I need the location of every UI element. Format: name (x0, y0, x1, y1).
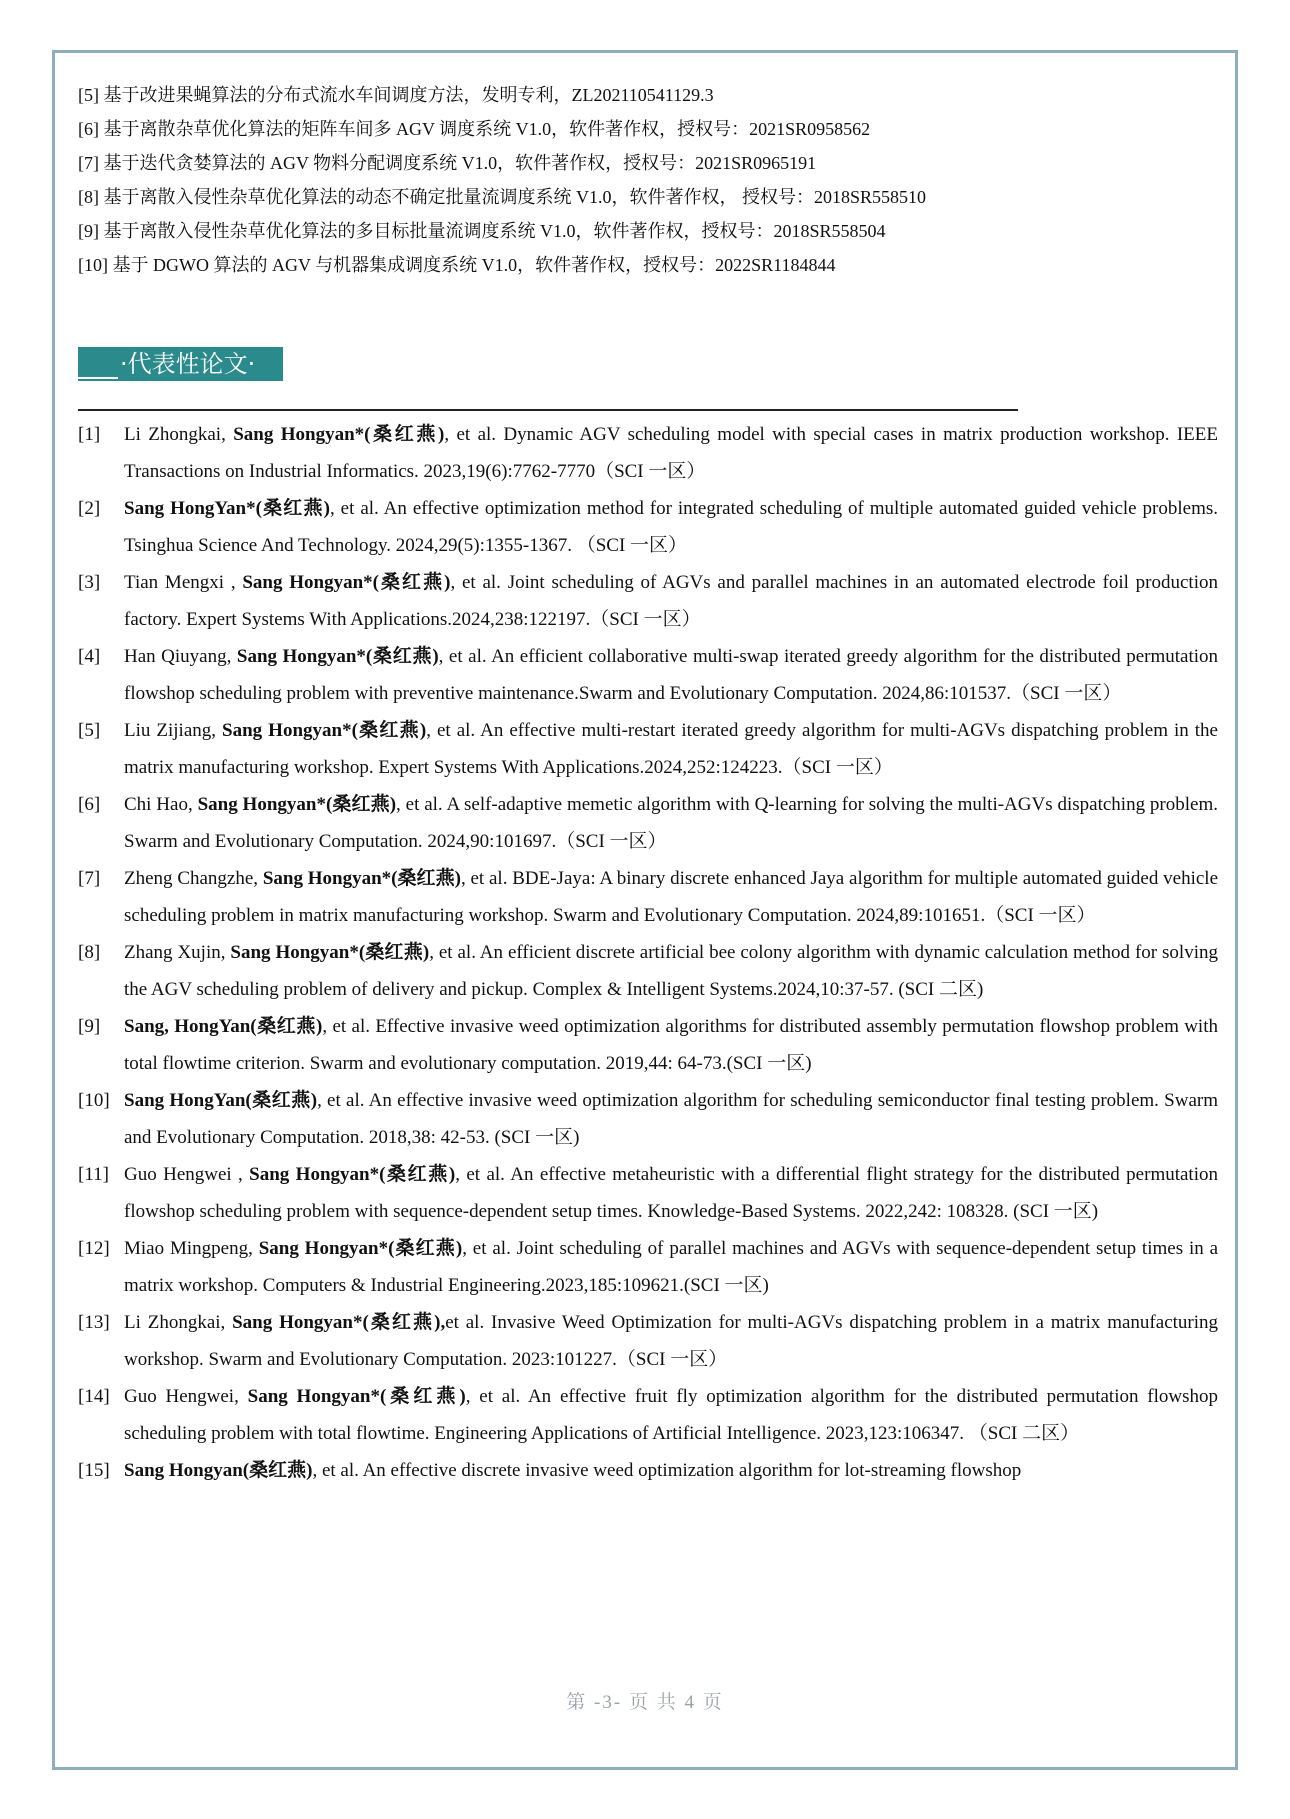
paper-details: , et al. An effective multi-restart iterated greedy algorithm for multi-AGVs dispatching problem in the matrix manufacturing workshop. Expert Systems With Applications.2024,252:124223.（SCI 一区） (124, 720, 1218, 778)
paper-author: Sang Hongyan*(桑红燕) (230, 942, 430, 963)
paper-citation (124, 786, 1218, 860)
paper-entry (78, 1452, 1218, 1489)
paper-details: , et al. An effective invasive weed optimization algorithm for scheduling semiconductor final testing problem. Swarm and Evolutionary Computation. 2018,38: 42-53. (SCI 一区) (124, 1090, 1218, 1148)
paper-entry (78, 1082, 1218, 1156)
paper-details: , et al. Joint scheduling of parallel machines and AGVs with sequence-dependent setup times in a matrix workshop. Computers & Industrial Engineering.2023,185:109621.(SCI 一区) (124, 1238, 1219, 1296)
paper-author: Sang Hongyan(桑红燕) (124, 1460, 313, 1481)
paper-details: , et al. An effective fruit fly optimization algorithm for the distributed permutation flowshop scheduling problem with total flowtime. Engineering Applications of Artificial Intelligence. 2023,123:106347. （SCI 二区） (124, 1386, 1218, 1444)
paper-details: , et al. An efficient collaborative multi-swap iterated greedy algorithm for the distributed permutation flowshop scheduling problem with preventive maintenance.Swarm and Evolutionary Computation. 2024,86:101537.（SCI 一区） (124, 646, 1219, 704)
paper-details: , et al. An effective metaheuristic with a differential flight strategy for the distributed permutation flowshop scheduling problem with sequence-dependent setup times. Knowledge-Based Systems. 2022,242: 108328. (SCI 一区) (124, 1164, 1218, 1222)
paper-author: Sang Hongyan*(桑红燕) (258, 1238, 463, 1259)
paper-number: [10] (78, 1090, 110, 1111)
paper-author: Sang Hongyan*(桑红燕) (197, 794, 397, 815)
paper-details: , et al. An efficient discrete artificial bee colony algorithm with dynamic calculation method for solving the AGV scheduling problem of delivery and pickup. Complex & Intelligent Systems.2024,10:37-57. (SCI 二区) (124, 942, 1218, 1000)
paper-entry (78, 564, 1218, 638)
paper-citation (124, 1304, 1218, 1378)
paper-author: Sang HongYan(桑红燕) (124, 1090, 318, 1111)
patent-list (78, 78, 1208, 282)
paper-entry (78, 934, 1218, 1008)
paper-citation (124, 638, 1218, 712)
paper-citation (124, 1082, 1218, 1156)
paper-number: [6] (78, 794, 101, 815)
paper-details: , et al. BDE-Jaya: A binary discrete enhanced Jaya algorithm for multiple automated guided vehicle scheduling problem in matrix manufacturing workshop. Swarm and Evolutionary Computation. 2024,89:101651.（SCI 一区） (124, 868, 1218, 926)
paper-coauthor: Miao Mingpeng, (124, 1238, 259, 1259)
paper-entry (78, 638, 1218, 712)
paper-author: Sang Hongyan*(桑红燕) (233, 424, 445, 445)
heading-underline (78, 377, 118, 379)
paper-coauthor: Tian Mengxi , (124, 572, 243, 593)
paper-list (78, 416, 1218, 1489)
paper-coauthor: Li Zhongkai, (124, 1312, 233, 1333)
section-heading (78, 347, 283, 381)
paper-citation (124, 1008, 1218, 1082)
paper-number: [5] (78, 720, 101, 741)
paper-entry (78, 490, 1218, 564)
paper-citation (124, 860, 1218, 934)
paper-entry (78, 860, 1218, 934)
patent-item: [10] 基于 DGWO 算法的 AGV 与机器集成调度系统 V1.0，软件著作权，授权号：2022SR1184844 (78, 255, 836, 275)
paper-citation (124, 1156, 1218, 1230)
paper-coauthor: Zheng Changzhe, (124, 868, 263, 889)
paper-author: Sang Hongyan*(桑红燕) (262, 868, 461, 889)
paper-entry (78, 1008, 1218, 1082)
paper-citation (124, 934, 1218, 1008)
paper-citation (124, 712, 1218, 786)
section-title: ·代表性论文· (120, 350, 256, 378)
paper-entry (78, 1230, 1218, 1304)
paper-coauthor: Guo Hengwei, (124, 1386, 248, 1407)
paper-author: Sang Hongyan*(桑红燕), (232, 1312, 446, 1333)
paper-details: , et al. Effective invasive weed optimization algorithms for distributed assembly permutation flowshop problem with total flowtime criterion. Swarm and evolutionary computation. 2019,44: 64-73.(SCI 一区) (124, 1016, 1218, 1074)
paper-details: , et al. A self-adaptive memetic algorithm with Q-learning for solving the multi-AGVs dispatching problem. Swarm and Evolutionary Computation. 2024,90:101697.（SCI 一区） (124, 794, 1218, 852)
paper-citation (124, 490, 1218, 564)
patent-item: [8] 基于离散入侵性杂草优化算法的动态不确定批量流调度系统 V1.0，软件著作权， 授权号：2018SR558510 (78, 187, 926, 207)
paper-number: [12] (78, 1238, 110, 1259)
section-divider (78, 409, 1018, 411)
paper-details: , et al. An effective optimization method for integrated scheduling of multiple automated guided vehicle problems. Tsinghua Science And Technology. 2024,29(5):1355-1367. （SCI 一区） (124, 498, 1218, 556)
paper-number: [8] (78, 942, 101, 963)
paper-citation (124, 1378, 1218, 1452)
paper-citation (124, 564, 1218, 638)
paper-coauthor: Han Qiuyang, (124, 646, 237, 667)
paper-entry (78, 786, 1218, 860)
patent-item: [7] 基于迭代贪婪算法的 AGV 物料分配调度系统 V1.0，软件著作权，授权号：2021SR0965191 (78, 153, 817, 173)
paper-details: , et al. Dynamic AGV scheduling model with special cases in matrix production workshop. IEEE Transactions on Industrial Informatics. 2023,19(6):7762-7770（SCI 一区） (124, 424, 1218, 482)
paper-number: [15] (78, 1460, 110, 1481)
paper-citation (124, 416, 1218, 490)
paper-coauthor: Li Zhongkai, (124, 424, 234, 445)
paper-entry (78, 1304, 1218, 1378)
paper-author: Sang HongYan*(桑红燕) (124, 498, 330, 519)
paper-entry (78, 1156, 1218, 1230)
paper-details: , et al. Joint scheduling of AGVs and parallel machines in an automated electrode foil production factory. Expert Systems With Applications.2024,238:122197.（SCI 一区） (124, 572, 1218, 630)
paper-number: [3] (78, 572, 101, 593)
paper-coauthor: Liu Zijiang, (124, 720, 223, 741)
paper-number: [9] (78, 1016, 101, 1037)
paper-number: [2] (78, 498, 101, 519)
paper-number: [13] (78, 1312, 110, 1333)
patent-item: [9] 基于离散入侵性杂草优化算法的多目标批量流调度系统 V1.0，软件著作权，授权号：2018SR558504 (78, 221, 886, 241)
paper-author: Sang Hongyan*(桑红燕) (236, 646, 439, 667)
paper-details: et al. Invasive Weed Optimization for multi-AGVs dispatching problem in a matrix manufacturing workshop. Swarm and Evolutionary Computation. 2023:101227.（SCI 一区） (124, 1312, 1219, 1370)
paper-coauthor: Guo Hengwei , (124, 1164, 250, 1185)
paper-details: , et al. An effective discrete invasive weed optimization algorithm for lot-streaming flowshop (312, 1460, 1022, 1481)
paper-citation (124, 1230, 1218, 1304)
paper-number: [4] (78, 646, 101, 667)
patent-item: [5] 基于改进果蝇算法的分布式流水车间调度方法，发明专利，ZL202110541129.3 (78, 85, 714, 105)
paper-number: [11] (78, 1164, 109, 1185)
paper-citation (124, 1452, 1218, 1489)
paper-author: Sang Hongyan*(桑红燕) (242, 572, 451, 593)
patent-item: [6] 基于离散杂草优化算法的矩阵车间多 AGV 调度系统 V1.0，软件著作权，授权号：2021SR0958562 (78, 119, 871, 139)
paper-entry (78, 712, 1218, 786)
paper-coauthor: Chi Hao, (124, 794, 198, 815)
paper-entry (78, 416, 1218, 490)
paper-author: Sang Hongyan*(桑红燕) (247, 1386, 466, 1407)
page-number: 第 -3- 页 共 4 页 (566, 1692, 724, 1713)
paper-author: Sang Hongyan*(桑红燕) (249, 1164, 456, 1185)
paper-coauthor: Zhang Xujin, (124, 942, 231, 963)
paper-entry (78, 1378, 1218, 1452)
paper-number: [1] (78, 424, 101, 445)
paper-number: [14] (78, 1386, 110, 1407)
paper-number: [7] (78, 868, 101, 889)
paper-author: Sang, HongYan(桑红燕) (124, 1016, 323, 1037)
paper-author: Sang Hongyan*(桑红燕) (222, 720, 427, 741)
